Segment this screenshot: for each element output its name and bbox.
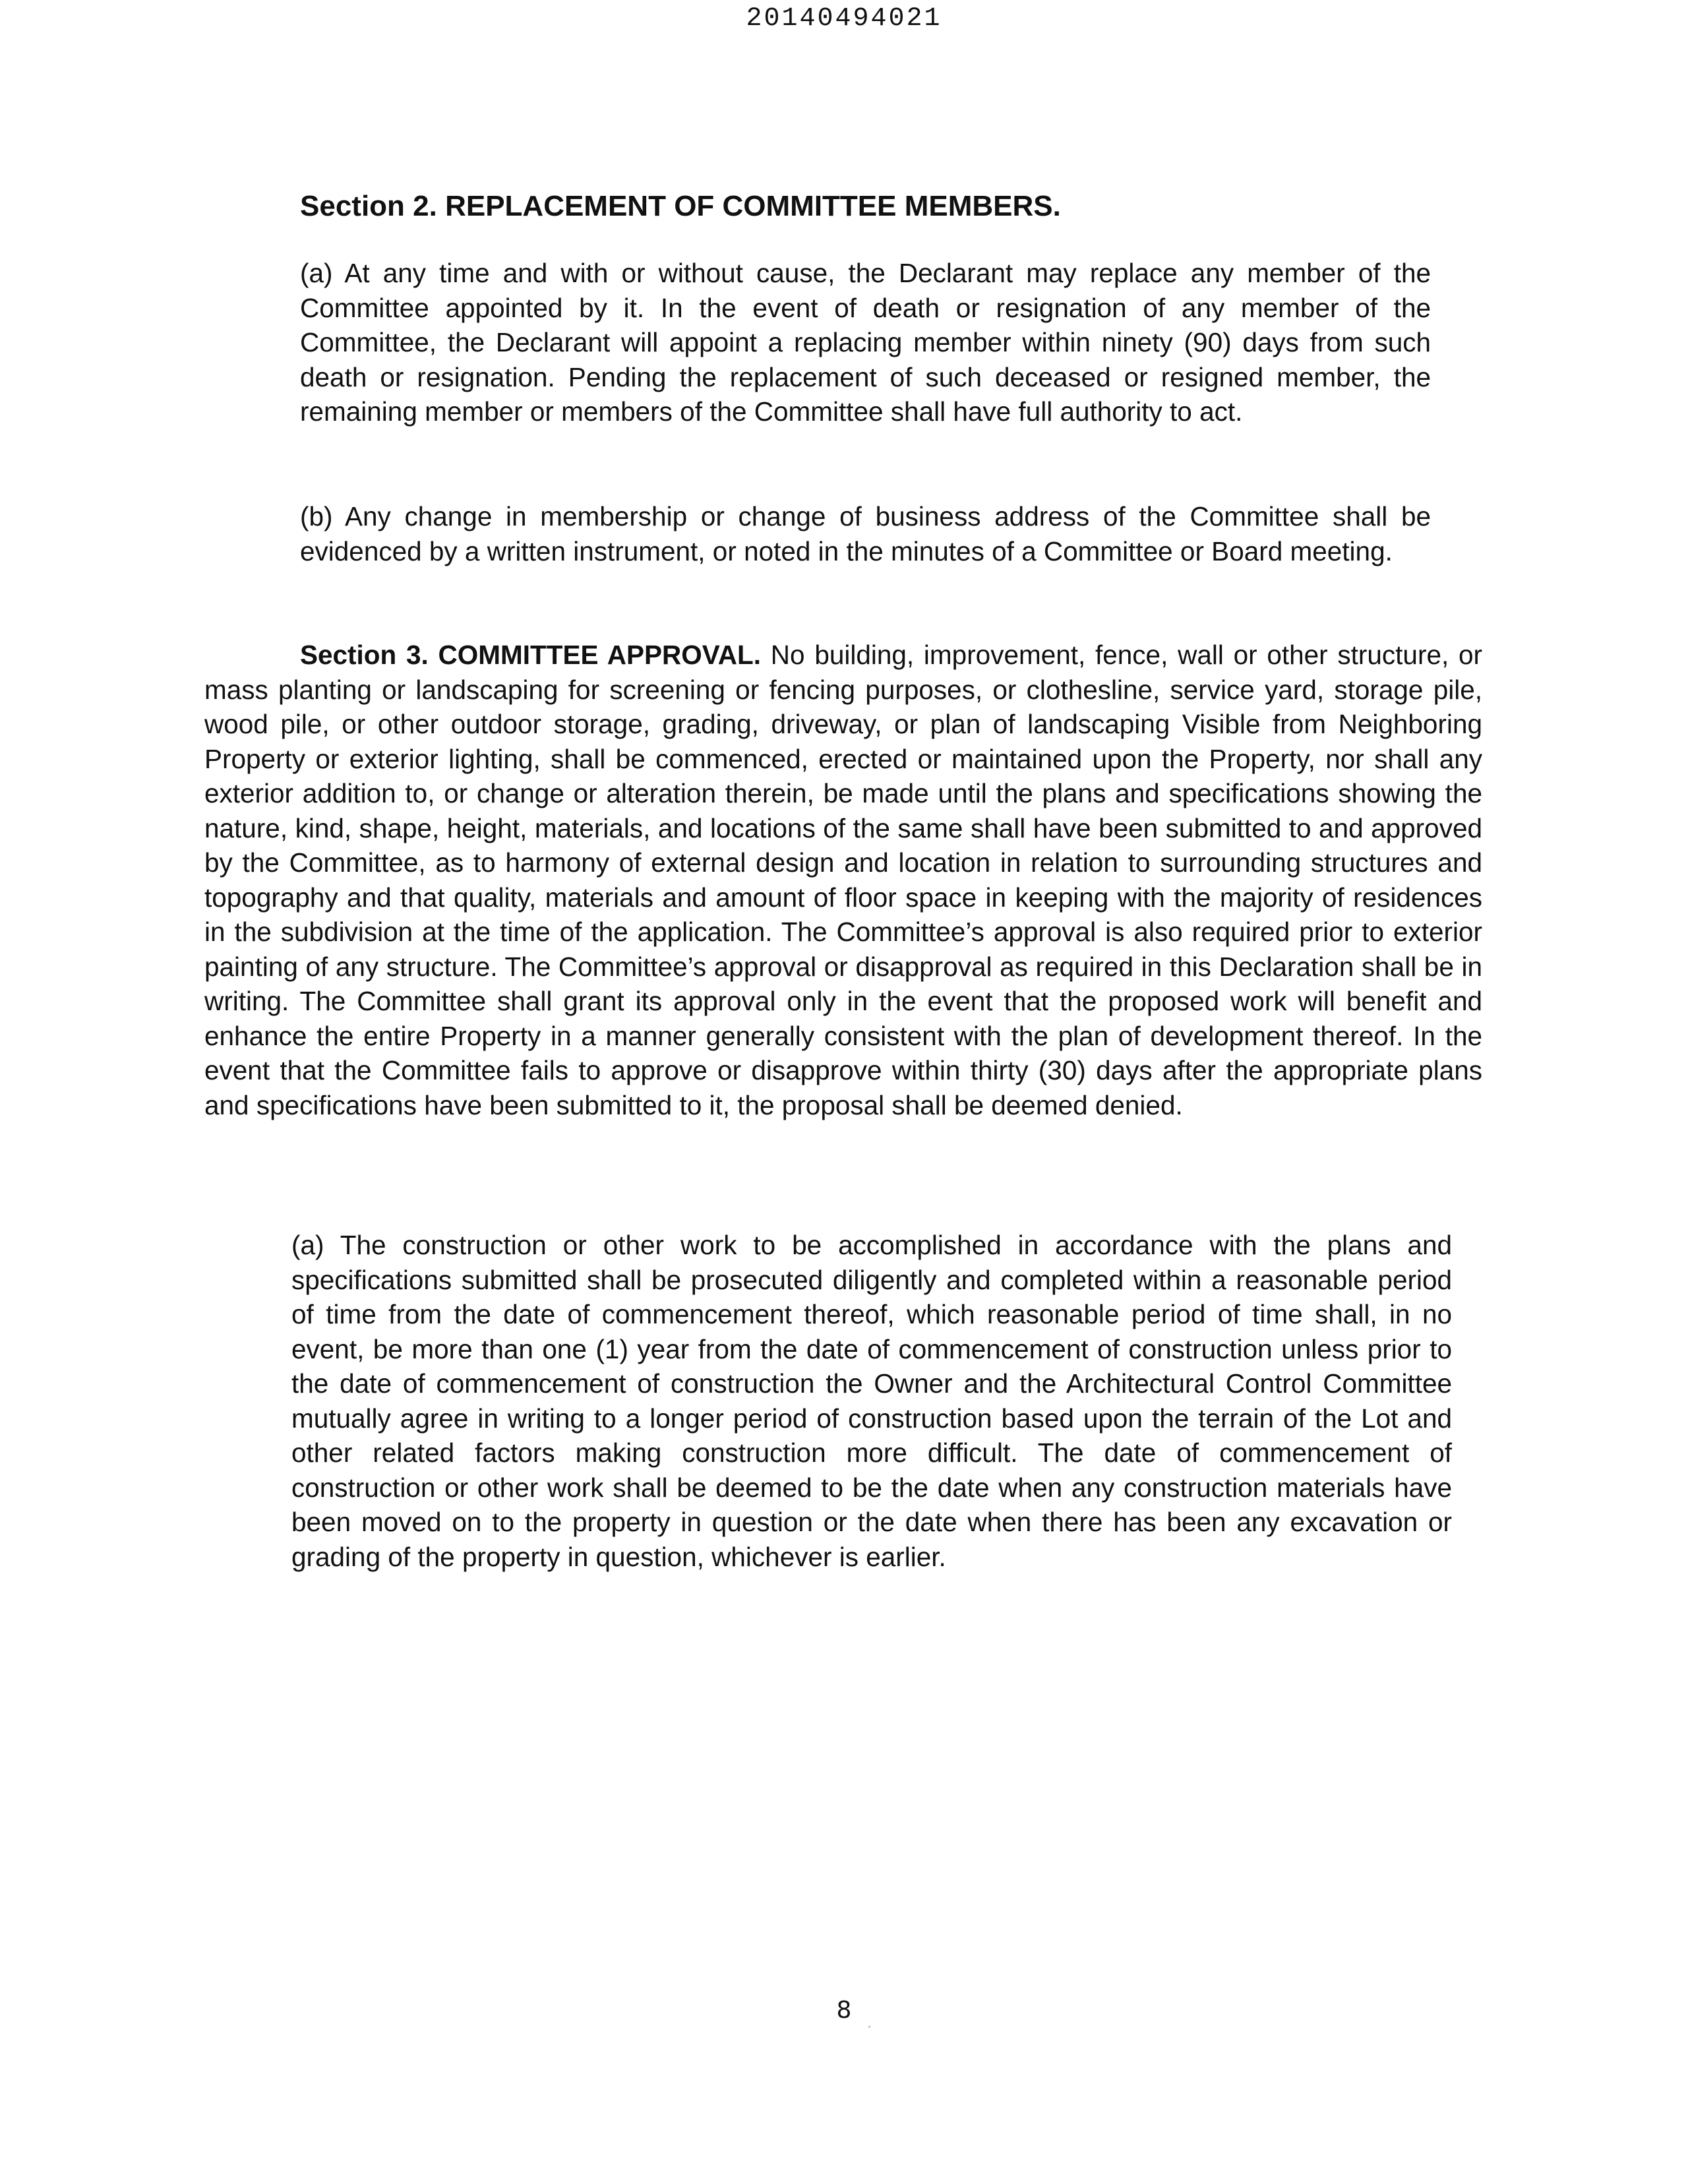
section-3-heading: Section 3. COMMITTEE APPROVAL. — [300, 640, 762, 670]
section-2-paragraph-b: (b) Any change in membership or change of business address of the Committee shall be evidenced by a written instrument, or noted in the minutes of a Committee or Board meeting. — [300, 501, 1431, 566]
document-number: 20140494021 — [746, 4, 942, 34]
section-2-heading: Section 2. REPLACEMENT OF COMMITTEE MEMBERS. — [300, 190, 1061, 222]
page-number: 8 — [836, 1997, 852, 2024]
section-2-paragraph-a: (a) At any time and with or without cause, the Declarant may replace any member of the Committee appointed by it. In the event of death or resignation of any member of the Committee, the Declarant will appoint a replacing member within ninety (90) days from such death or resignation. Pending the replacement of such deceased or resigned member, the remaining member or members of the Committee shall have full authority to act. — [300, 258, 1431, 427]
section-3-body: No building, improvement, fence, wall or other structure, or mass planting or landscaping for screening or fencing purposes, or clothesline, service yard, storage pile, wood pile, or other outdoor storage, grading, driveway, or plan of landscaping Visible from Neighboring Property or exterior lighting, shall be commenced, erected or maintained upon the Property, nor shall any exterior addition to, or change or alteration therein, be made until the plans and specifications showing the nature, kind, shape, height, materials, and locations of the same shall have been submitted to and approved by the Committee, as to harmony of external design and location in relation to surrounding structures and topography and that quality, materials and amount of floor space in keeping with the majority of residences in the subdivision at the time of the application. The Committee’s approval is also required prior to exterior painting of any structure. The Committee’s approval or disapproval as required in this Declaration shall be in writing. The Committee shall grant its approval only in the event that the proposed work will benefit and enhance the entire Property in a manner generally consistent with the plan of development thereof. In the event that the Committee fails to approve or disapprove within thirty (30) days after the appropriate plans and specifications have been submitted to it, the proposal shall be deemed denied. — [204, 640, 1482, 1120]
section-3-paragraph-a: (a) The construction or other work to be accomplished in accordance with the plans and specifications submitted shall be prosecuted diligently and completed within a reasonable period of time from the date of commencement thereof, which reasonable period of time shall, in no event, be more than one (1) year from the date of commencement of construction unless prior to the date of commencement of construction the Owner and the Architectural Control Committee mutually agree in writing to a longer period of construction based upon the terrain of the Lot and other related factors making construction more difficult. The date of commencement of construction or other work shall be deemed to be the date when any construction materials have been moved on to the property in question or the date when there has been any excavation or grading of the property in question, whichever is earlier. — [291, 1230, 1452, 1572]
section-3-paragraph — [204, 638, 1482, 1122]
scan-speck — [868, 2026, 870, 2028]
